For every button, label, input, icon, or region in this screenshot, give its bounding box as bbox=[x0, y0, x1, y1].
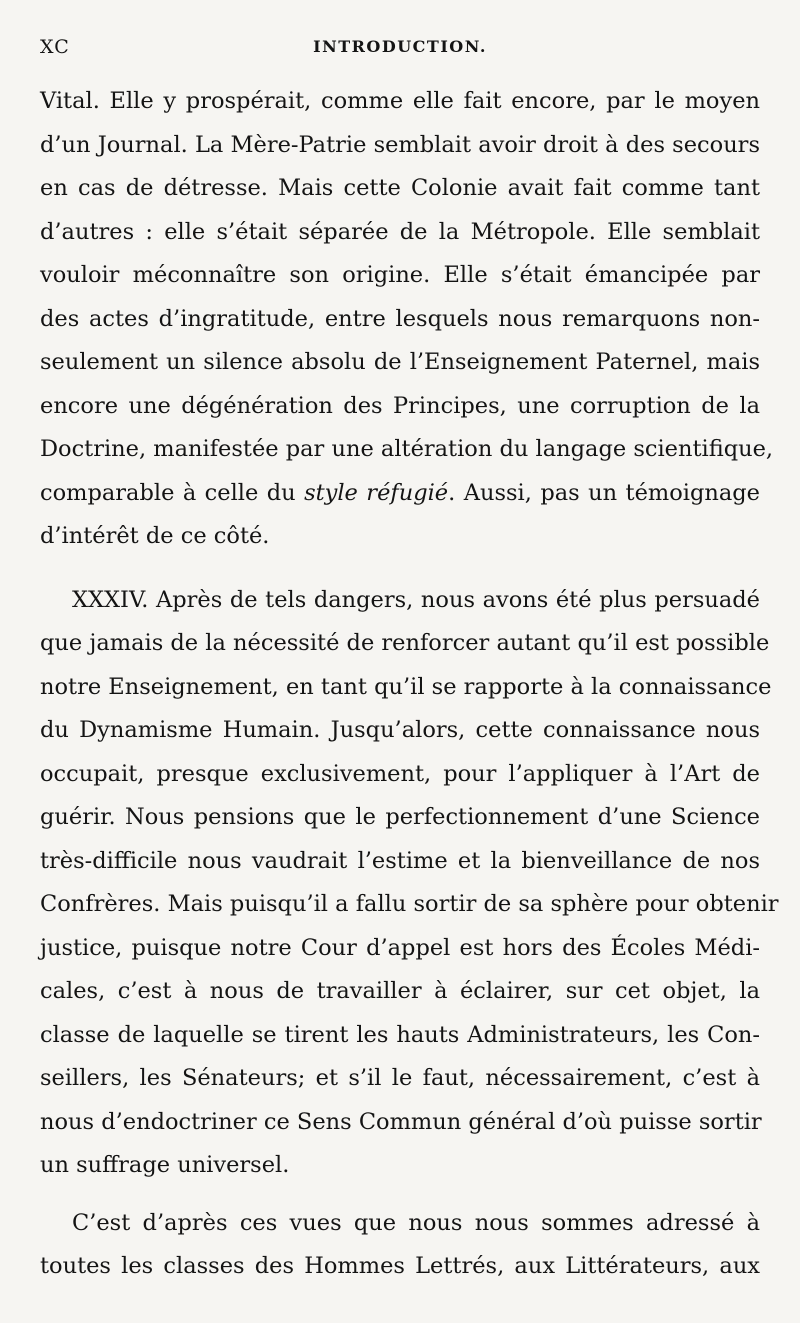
text-line: Doctrine, manifestée par une altération du langage scientifique, bbox=[40, 436, 774, 462]
text-line: guérir. Nous pensions que le perfectionnement d’une Science bbox=[40, 804, 760, 830]
paragraph-3 bbox=[40, 1202, 760, 1289]
text-line-first: C’est d’après ces vues que nous nous sommes adressé à bbox=[72, 1209, 760, 1236]
text-line: justice, puisque notre Cour d’appel est hors des Écoles Médi- bbox=[40, 934, 760, 961]
text-line: des actes d’ingratitude, entre lesquels nous remarquons non- bbox=[40, 305, 760, 332]
text-run: . Aussi, pas un témoignage bbox=[448, 479, 760, 506]
text-line-last: un suffrage universel. bbox=[40, 1152, 290, 1178]
italic-phrase: style réfugié bbox=[304, 479, 449, 506]
text-line: Confrères. Mais puisqu’il a fallu sortir de sa sphère pour obtenir bbox=[40, 891, 779, 917]
text-line: d’un Journal. La Mère-Patrie semblait avoir droit à des secours bbox=[40, 131, 760, 158]
page-header bbox=[40, 36, 760, 66]
text-line: que jamais de la nécessité de renforcer autant qu’il est possible bbox=[40, 630, 770, 656]
text-line-with-italic bbox=[40, 472, 760, 516]
text-line: occupait, presque exclusivement, pour l’appliquer à l’Art de bbox=[40, 760, 760, 787]
text-line: Vital. Elle y prospérait, comme elle fait encore, par le moyen bbox=[40, 88, 760, 114]
text-line: toutes les classes des Hommes Lettrés, aux Littérateurs, aux bbox=[40, 1253, 760, 1279]
text-line: vouloir méconnaître son origine. Elle s’était émancipée par bbox=[40, 262, 760, 288]
text-line: très-difficile nous vaudrait l’estime et la bienveillance de nos bbox=[40, 847, 760, 874]
text-line-first: XXXIV. Après de tels dangers, nous avons été plus persuadé bbox=[72, 586, 760, 613]
text-run: comparable à celle du bbox=[40, 479, 305, 506]
text-line: seillers, les Sénateurs; et s’il le faut, nécessairement, c’est à bbox=[40, 1065, 760, 1091]
text-line: seulement un silence absolu de l’Enseignement Paternel, mais bbox=[40, 349, 760, 375]
text-line: nous d’endoctriner ce Sens Commun général d’où puisse sortir bbox=[40, 1108, 762, 1135]
body-text bbox=[40, 80, 779, 1289]
text-line: classe de laquelle se tirent les hauts Administrateurs, les Con- bbox=[40, 1021, 760, 1048]
page-number: XC bbox=[40, 36, 70, 58]
text-line: cales, c’est à nous de travailler à éclairer, sur cet objet, la bbox=[40, 978, 760, 1004]
text-line: d’autres : elle s’était séparée de la Métropole. Elle semblait bbox=[40, 218, 760, 245]
text-line-last: d’intérêt de ce côté. bbox=[40, 523, 270, 549]
text-line: encore une dégénération des Principes, une corruption de la bbox=[40, 392, 760, 419]
paragraph-2 bbox=[40, 579, 779, 1188]
running-title: INTRODUCTION. bbox=[313, 37, 487, 56]
text-line: en cas de détresse. Mais cette Colonie avait fait comme tant bbox=[40, 175, 760, 201]
text-line: notre Enseignement, en tant qu’il se rapporte à la connaissance bbox=[40, 673, 772, 700]
text-line: du Dynamisme Humain. Jusqu’alors, cette connaissance nous bbox=[40, 717, 760, 743]
paragraph-1 bbox=[40, 80, 774, 559]
